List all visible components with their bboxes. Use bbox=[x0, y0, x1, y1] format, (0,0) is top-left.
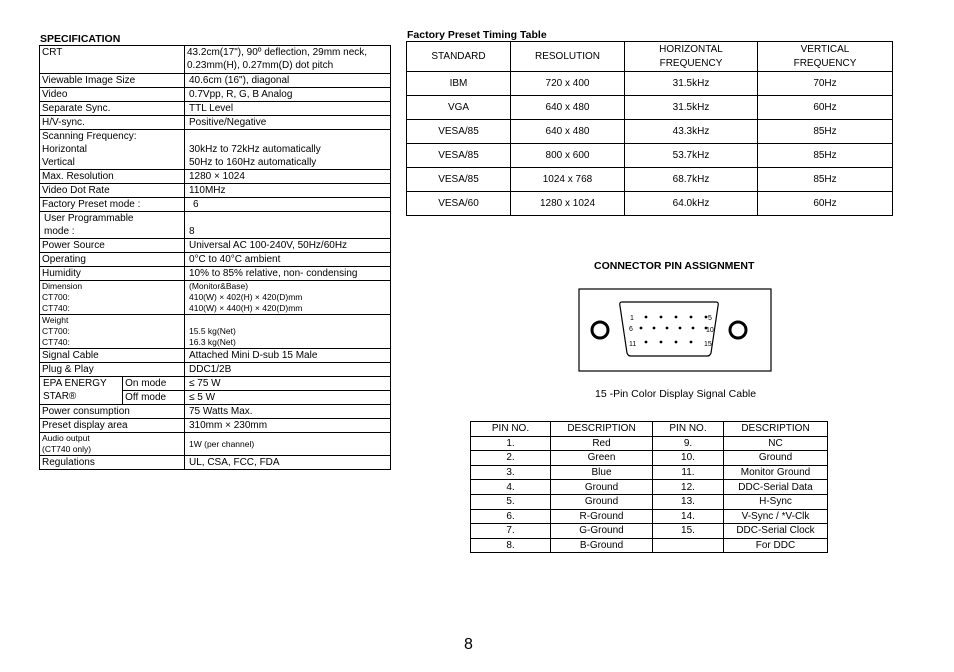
signal-cable-label: Signal Cable bbox=[40, 349, 185, 363]
standard-cell: VESA/85 bbox=[407, 120, 511, 144]
scan-label-line: Vertical bbox=[42, 157, 75, 168]
pin-number-cell: 6. bbox=[471, 509, 551, 524]
vertical-cell: 60Hz bbox=[758, 96, 893, 120]
dimension-value-line: (Monitor&Base) bbox=[189, 281, 249, 291]
dimension-label bbox=[40, 281, 185, 315]
scan-value-horizontal: 30kHz to 72kHz automatically bbox=[189, 144, 321, 155]
weight-value bbox=[185, 315, 391, 349]
table-row bbox=[40, 116, 391, 130]
standard-cell: VESA/85 bbox=[407, 144, 511, 168]
table-row bbox=[40, 102, 391, 116]
maxres-value: 1280 × 1024 bbox=[185, 170, 391, 184]
pin-dot bbox=[666, 327, 669, 330]
pin-dot bbox=[653, 327, 656, 330]
header-standard: STANDARD bbox=[407, 42, 511, 72]
pin-dot bbox=[690, 341, 693, 344]
pin-number-cell: 10. bbox=[653, 451, 724, 466]
humidity-value: 10% to 85% relative, non- condensing bbox=[185, 267, 391, 281]
table-row bbox=[471, 509, 828, 524]
userprog-label-line: User Programmable bbox=[44, 213, 134, 224]
header-description-2: DESCRIPTION bbox=[724, 422, 828, 437]
pin-number-cell: 12. bbox=[653, 480, 724, 495]
weight-label bbox=[40, 315, 185, 349]
header-vertical: VERTICAL FREQUENCY bbox=[758, 42, 893, 72]
table-row bbox=[40, 456, 391, 470]
pin-description-cell: Red bbox=[551, 436, 653, 451]
vga-connector-diagram bbox=[578, 288, 774, 374]
sync-label: Separate Sync. bbox=[40, 102, 185, 116]
pin-description-cell: NC bbox=[724, 436, 828, 451]
table-row bbox=[471, 451, 828, 466]
operating-value: 0°C to 40°C ambient bbox=[185, 253, 391, 267]
power-source-value: Universal AC 100-240V, 50Hz/60Hz bbox=[185, 239, 391, 253]
epa-off-label: Off mode bbox=[123, 391, 185, 405]
pin-dot bbox=[645, 341, 648, 344]
userprog-label-line: mode : bbox=[44, 226, 75, 237]
connector-title: CONNECTOR PIN ASSIGNMENT bbox=[594, 260, 755, 272]
table-row bbox=[40, 419, 391, 433]
audio-label-line: (CT740 only) bbox=[42, 444, 92, 454]
header-pin-no-2: PIN NO. bbox=[653, 422, 724, 437]
resolution-cell: 720 x 400 bbox=[511, 72, 625, 96]
pin-number-cell: 4. bbox=[471, 480, 551, 495]
table-row bbox=[40, 46, 391, 74]
dimension-value-line: 410(W) × 402(H) × 420(D)mm bbox=[189, 292, 303, 302]
pin-dot bbox=[692, 327, 695, 330]
table-row bbox=[471, 465, 828, 480]
pin-dot bbox=[690, 316, 693, 319]
pin-description-cell: G-Ground bbox=[551, 524, 653, 539]
epa-label bbox=[40, 377, 123, 405]
table-row bbox=[407, 144, 893, 168]
pin-number-cell: 8. bbox=[471, 538, 551, 553]
table-row bbox=[407, 72, 893, 96]
viewable-value: 40.6cm (16"), diagonal bbox=[185, 74, 391, 88]
resolution-cell: 1024 x 768 bbox=[511, 168, 625, 192]
table-row bbox=[40, 239, 391, 253]
weight-value-line: 16.3 kg(Net) bbox=[189, 337, 236, 347]
pin-dot bbox=[705, 316, 708, 319]
pin-label-11: 11 bbox=[629, 341, 637, 348]
table-row bbox=[471, 436, 828, 451]
dimension-value bbox=[185, 281, 391, 315]
vertical-cell: 85Hz bbox=[758, 120, 893, 144]
consumption-value: 75 Watts Max. bbox=[185, 405, 391, 419]
weight-value-line: 15.5 kg(Net) bbox=[189, 326, 236, 336]
epa-label-line: STAR® bbox=[43, 391, 77, 402]
display-area-label: Preset display area bbox=[40, 419, 185, 433]
resolution-cell: 640 x 480 bbox=[511, 96, 625, 120]
plug-play-label: Plug & Play bbox=[40, 363, 185, 377]
consumption-label: Power consumption bbox=[40, 405, 185, 419]
userprog-value-text: 8 bbox=[189, 226, 195, 237]
table-row bbox=[40, 170, 391, 184]
crt-label: CRT bbox=[40, 46, 185, 74]
pin-number-cell: 1. bbox=[471, 436, 551, 451]
vertical-cell: 60Hz bbox=[758, 192, 893, 216]
userprog-label bbox=[40, 212, 185, 239]
pin-number-cell: 9. bbox=[653, 436, 724, 451]
crt-value bbox=[185, 46, 391, 74]
dotrate-value: 110MHz bbox=[185, 184, 391, 198]
table-row bbox=[407, 168, 893, 192]
regulations-value: UL, CSA, FCC, FDA bbox=[185, 456, 391, 470]
epa-label-line: EPA ENERGY bbox=[43, 378, 107, 389]
humidity-label: Humidity bbox=[40, 267, 185, 281]
signal-cable-value: Attached Mini D-sub 15 Male bbox=[185, 349, 391, 363]
weight-label-line: CT700: bbox=[42, 326, 70, 336]
pin-description-cell: B-Ground bbox=[551, 538, 653, 553]
display-area-value: 310mm × 230mm bbox=[185, 419, 391, 433]
horizontal-cell: 68.7kHz bbox=[625, 168, 758, 192]
resolution-cell: 1280 x 1024 bbox=[511, 192, 625, 216]
pin-number-cell bbox=[653, 538, 724, 553]
standard-cell: IBM bbox=[407, 72, 511, 96]
table-row bbox=[40, 281, 391, 315]
pin-description-cell: H-Sync bbox=[724, 494, 828, 509]
table-row bbox=[407, 192, 893, 216]
pin-description-cell: Ground bbox=[724, 451, 828, 466]
vertical-cell: 70Hz bbox=[758, 72, 893, 96]
table-row bbox=[40, 267, 391, 281]
power-source-label: Power Source bbox=[40, 239, 185, 253]
pin-dot bbox=[660, 341, 663, 344]
table-row bbox=[40, 198, 391, 212]
video-label: Video bbox=[40, 88, 185, 102]
cable-label: 15 -Pin Color Display Signal Cable bbox=[595, 388, 757, 400]
resolution-cell: 640 x 480 bbox=[511, 120, 625, 144]
regulations-label: Regulations bbox=[40, 456, 185, 470]
userprog-value bbox=[185, 212, 391, 239]
horizontal-cell: 31.5kHz bbox=[625, 72, 758, 96]
pin-label-5: 5 bbox=[708, 315, 712, 322]
table-row bbox=[471, 494, 828, 509]
video-value: 0.7Vpp, R, G, B Analog bbox=[185, 88, 391, 102]
pin-description-cell: Green bbox=[551, 451, 653, 466]
table-header-row bbox=[407, 42, 893, 72]
pin-description-cell: V-Sync / *V-Clk bbox=[724, 509, 828, 524]
pin-label-15: 15 bbox=[704, 341, 712, 348]
pin-assignment-table bbox=[470, 421, 828, 553]
page-number: 8 bbox=[464, 636, 473, 653]
pin-description-cell: Ground bbox=[551, 494, 653, 509]
table-row bbox=[40, 315, 391, 349]
table-row bbox=[40, 130, 391, 170]
table-row bbox=[40, 74, 391, 88]
dotrate-label: Video Dot Rate bbox=[40, 184, 185, 198]
horizontal-cell: 53.7kHz bbox=[625, 144, 758, 168]
table-row bbox=[40, 377, 391, 391]
pin-number-cell: 5. bbox=[471, 494, 551, 509]
standard-cell: VESA/60 bbox=[407, 192, 511, 216]
epa-off-value: ≤ 5 W bbox=[185, 391, 391, 405]
pin-dot bbox=[679, 327, 682, 330]
dimension-value-line: 410(W) × 440(H) × 420(D)mm bbox=[189, 303, 303, 313]
table-row bbox=[40, 212, 391, 239]
pin-number-cell: 2. bbox=[471, 451, 551, 466]
resolution-cell: 800 x 600 bbox=[511, 144, 625, 168]
table-header-row bbox=[471, 422, 828, 437]
pin-description-cell: R-Ground bbox=[551, 509, 653, 524]
sync-value: TTL Level bbox=[185, 102, 391, 116]
horizontal-cell: 31.5kHz bbox=[625, 96, 758, 120]
table-row bbox=[471, 480, 828, 495]
pin-description-cell: Monitor Ground bbox=[724, 465, 828, 480]
pin-dot bbox=[660, 316, 663, 319]
horizontal-cell: 43.3kHz bbox=[625, 120, 758, 144]
pin-number-cell: 15. bbox=[653, 524, 724, 539]
table-row bbox=[40, 363, 391, 377]
preset-mode-value: 6 bbox=[185, 198, 391, 212]
pin-number-cell: 7. bbox=[471, 524, 551, 539]
table-row bbox=[471, 538, 828, 553]
maxres-label: Max. Resolution bbox=[40, 170, 185, 184]
spec-title: SPECIFICATION bbox=[40, 33, 121, 45]
vertical-cell: 85Hz bbox=[758, 168, 893, 192]
operating-label: Operating bbox=[40, 253, 185, 267]
table-row bbox=[407, 96, 893, 120]
table-row bbox=[407, 120, 893, 144]
epa-on-label: On mode bbox=[123, 377, 185, 391]
header-horizontal: HORIZONTAL FREQUENCY bbox=[625, 42, 758, 72]
weight-label-line: CT740: bbox=[42, 337, 70, 347]
pin-dot bbox=[640, 327, 643, 330]
pin-label-10: 10 bbox=[706, 327, 714, 334]
pin-description-cell: Ground bbox=[551, 480, 653, 495]
preset-table-title: Factory Preset Timing Table bbox=[407, 29, 547, 41]
epa-on-value: ≤ 75 W bbox=[185, 377, 391, 391]
pin-dot bbox=[675, 341, 678, 344]
plug-play-value: DDC1/2B bbox=[185, 363, 391, 377]
audio-value: 1W (per channel) bbox=[185, 433, 391, 456]
header-resolution: RESOLUTION bbox=[511, 42, 625, 72]
preset-mode-label: Factory Preset mode : bbox=[40, 198, 185, 212]
table-row bbox=[40, 349, 391, 363]
weight-label-line: Weight bbox=[42, 315, 69, 325]
pin-label-1: 1 bbox=[630, 315, 634, 322]
pin-label-6: 6 bbox=[629, 326, 633, 333]
standard-cell: VGA bbox=[407, 96, 511, 120]
table-row bbox=[471, 524, 828, 539]
hvsync-label: H/V-sync. bbox=[40, 116, 185, 130]
pin-number-cell: 3. bbox=[471, 465, 551, 480]
dimension-label-line: Dimension bbox=[42, 281, 83, 291]
crt-value-line: 43.2cm(17"), 90º deflection, 29mm neck, bbox=[187, 47, 368, 58]
specification-table bbox=[39, 45, 391, 470]
horizontal-cell: 64.0kHz bbox=[625, 192, 758, 216]
table-row bbox=[40, 184, 391, 198]
header-description-1: DESCRIPTION bbox=[551, 422, 653, 437]
scan-label-line: Scanning Frequency: bbox=[42, 131, 137, 142]
crt-value-line: 0.23mm(H), 0.27mm(D) dot pitch bbox=[187, 60, 334, 71]
viewable-label: Viewable Image Size bbox=[40, 74, 185, 88]
audio-label-line: Audio output bbox=[42, 433, 90, 443]
table-row bbox=[40, 405, 391, 419]
hvsync-value: Positive/Negative bbox=[185, 116, 391, 130]
vertical-cell: 85Hz bbox=[758, 144, 893, 168]
pin-description-cell: For DDC bbox=[724, 538, 828, 553]
scan-value-vertical: 50Hz to 160Hz automatically bbox=[189, 157, 317, 168]
scan-label bbox=[40, 130, 185, 170]
pin-number-cell: 14. bbox=[653, 509, 724, 524]
dimension-label-line: CT700: bbox=[42, 292, 70, 302]
audio-label bbox=[40, 433, 185, 456]
pin-description-cell: DDC-Serial Data bbox=[724, 480, 828, 495]
dimension-label-line: CT740: bbox=[42, 303, 70, 313]
pin-dot bbox=[675, 316, 678, 319]
table-row bbox=[40, 433, 391, 456]
preset-timing-table bbox=[406, 41, 893, 216]
standard-cell: VESA/85 bbox=[407, 168, 511, 192]
table-row bbox=[40, 253, 391, 267]
pin-number-cell: 11. bbox=[653, 465, 724, 480]
pin-number-cell: 13. bbox=[653, 494, 724, 509]
pin-description-cell: Blue bbox=[551, 465, 653, 480]
scan-value bbox=[185, 130, 391, 170]
pin-description-cell: DDC-Serial Clock bbox=[724, 524, 828, 539]
scan-label-line: Horizontal bbox=[42, 144, 88, 155]
pin-dot bbox=[645, 316, 648, 319]
header-pin-no-1: PIN NO. bbox=[471, 422, 551, 437]
table-row bbox=[40, 88, 391, 102]
